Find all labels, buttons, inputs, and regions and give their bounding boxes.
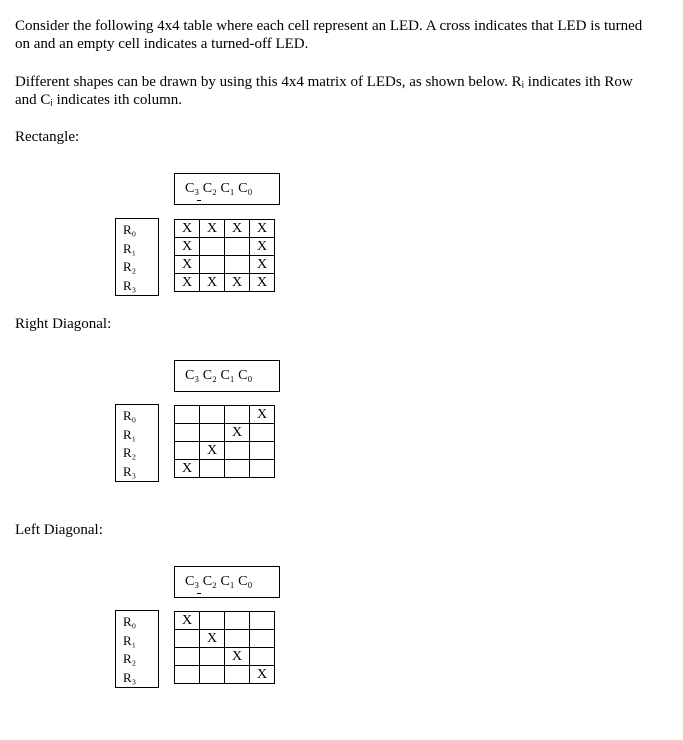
grid-row <box>175 460 275 478</box>
header-tick-mark <box>197 593 201 594</box>
grid-row <box>175 274 275 292</box>
led-cell <box>225 460 250 478</box>
led-cell <box>225 238 250 256</box>
led-cell: X <box>175 274 200 292</box>
led-cell <box>175 442 200 460</box>
led-cell: X <box>250 274 275 292</box>
led-cell: X <box>200 220 225 238</box>
grid-row <box>175 256 275 274</box>
led-cell: X <box>175 612 200 630</box>
rectangle-row-labels <box>115 218 159 296</box>
led-cell <box>250 442 275 460</box>
led-cell: X <box>200 630 225 648</box>
led-cell <box>250 612 275 630</box>
led-cell: X <box>200 442 225 460</box>
led-cell: X <box>175 256 200 274</box>
grid-row <box>175 442 275 460</box>
led-cell <box>225 256 250 274</box>
grid-row <box>175 648 275 666</box>
row-label: R₀ <box>123 408 137 423</box>
left-diagonal-heading: Left Diagonal: <box>15 522 103 538</box>
led-cell: X <box>175 238 200 256</box>
row-label: R₃ <box>123 277 137 293</box>
led-cell <box>250 460 275 478</box>
led-cell <box>225 406 250 424</box>
header-tick-mark <box>197 200 201 201</box>
led-cell: X <box>250 406 275 424</box>
led-cell <box>175 406 200 424</box>
led-cell: X <box>225 274 250 292</box>
led-cell <box>225 612 250 630</box>
led-cell <box>225 442 250 460</box>
row-label: R₃ <box>123 463 137 479</box>
led-cell: X <box>175 460 200 478</box>
intro-paragraph-1: Consider the following 4x4 table where each cell represent an LED. A cross indicates that LED is turned on and an empty cell indicates a turned-off LED. <box>15 18 643 52</box>
led-cell <box>200 460 225 478</box>
left-diagonal-row-labels <box>115 610 159 688</box>
row-label: R₁ <box>123 426 137 442</box>
led-cell <box>200 648 225 666</box>
grid-row <box>175 238 275 256</box>
left-diagonal-column-header <box>174 566 280 598</box>
led-cell <box>200 238 225 256</box>
led-cell: X <box>250 220 275 238</box>
right-diagonal-row-labels <box>115 404 159 482</box>
right-diagonal-heading: Right Diagonal: <box>15 316 112 332</box>
right-diagonal-led-grid <box>174 405 275 478</box>
led-cell <box>175 630 200 648</box>
column-header-text: C₃ C₂ C₁ C₀ <box>185 368 253 383</box>
row-label: R₀ <box>123 614 137 629</box>
grid-row <box>175 612 275 630</box>
row-label: R₁ <box>123 240 137 256</box>
led-cell: X <box>225 424 250 442</box>
grid-row <box>175 406 275 424</box>
led-cell <box>175 666 200 684</box>
left-diagonal-led-grid <box>174 611 275 684</box>
led-cell <box>200 424 225 442</box>
led-cell <box>250 424 275 442</box>
led-cell <box>200 612 225 630</box>
led-cell <box>200 666 225 684</box>
intro-paragraph-2: Different shapes can be drawn by using this 4x4 matrix of LEDs, as shown below. Rᵢ indicates ith Row and Cᵢ indicates ith column. <box>15 74 633 108</box>
grid-row <box>175 220 275 238</box>
row-label: R₃ <box>123 669 137 685</box>
led-cell: X <box>225 220 250 238</box>
led-cell: X <box>200 274 225 292</box>
led-cell <box>200 256 225 274</box>
row-label: R₀ <box>123 222 137 237</box>
right-diagonal-column-header <box>174 360 280 392</box>
led-cell: X <box>225 648 250 666</box>
row-label: R₂ <box>123 445 137 460</box>
led-cell: X <box>250 238 275 256</box>
led-cell: X <box>175 220 200 238</box>
grid-row <box>175 630 275 648</box>
grid-row <box>175 424 275 442</box>
led-cell: X <box>250 666 275 684</box>
row-label: R₁ <box>123 632 137 648</box>
led-cell <box>250 648 275 666</box>
led-cell: X <box>250 256 275 274</box>
row-label: R₂ <box>123 259 137 274</box>
column-header-text: C₃ C₂ C₁ C₀ <box>185 181 253 196</box>
led-cell <box>225 630 250 648</box>
led-cell <box>175 648 200 666</box>
row-label: R₂ <box>123 651 137 666</box>
led-cell <box>225 666 250 684</box>
led-cell <box>200 406 225 424</box>
rectangle-heading: Rectangle: <box>15 129 80 145</box>
rectangle-column-header <box>174 173 280 205</box>
rectangle-led-grid <box>174 219 275 292</box>
led-cell <box>250 630 275 648</box>
grid-row <box>175 666 275 684</box>
led-cell <box>175 424 200 442</box>
column-header-text: C₃ C₂ C₁ C₀ <box>185 574 253 589</box>
